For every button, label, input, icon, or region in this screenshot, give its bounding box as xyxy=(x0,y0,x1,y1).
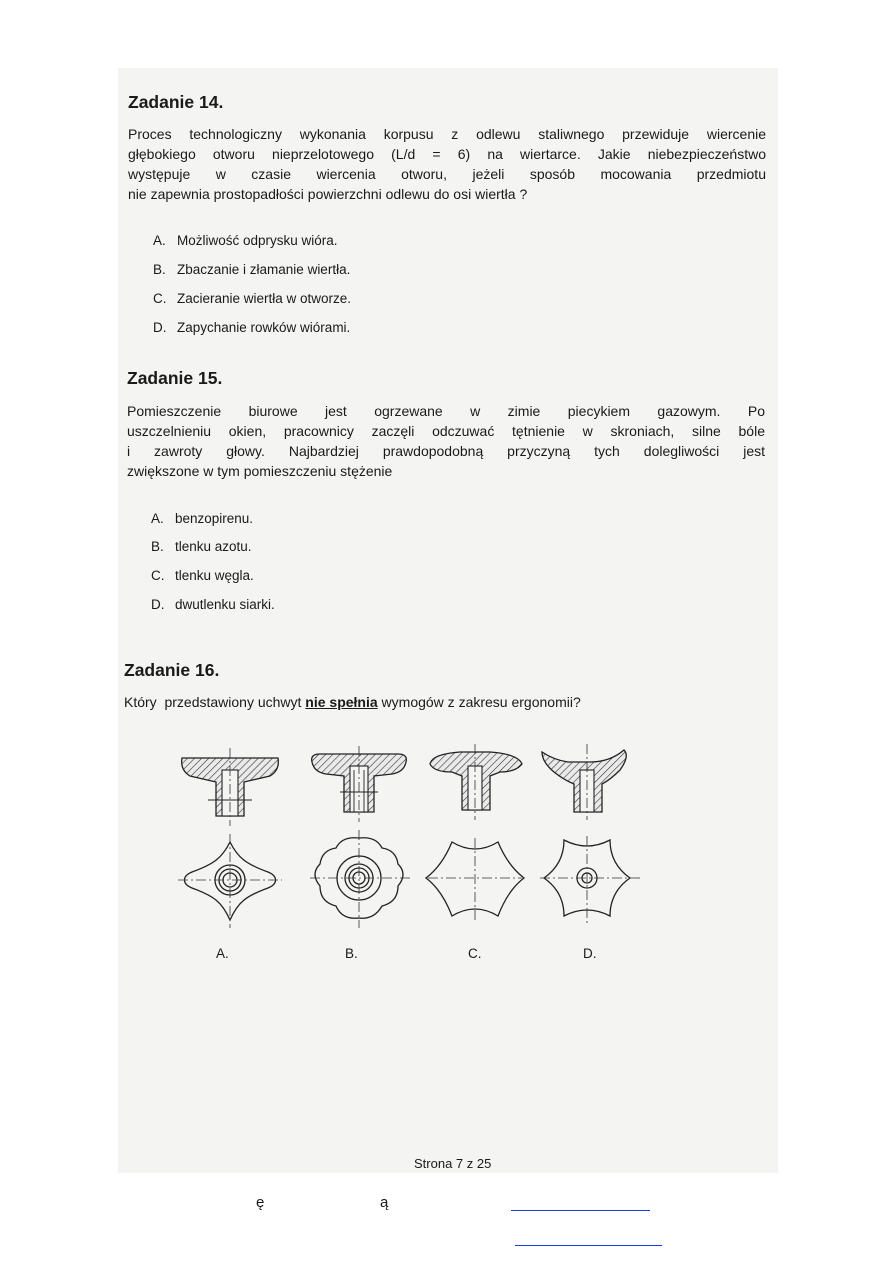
task-15-line: zwiększone w tym pomieszczeniu stężenie xyxy=(127,463,393,479)
task-15-heading: Zadanie 15. xyxy=(127,368,223,388)
task-14-line: głębokiego otworu nieprzelotowego (L/d = 6) na wiertarce. Jakie niebezpieczeństwo xyxy=(128,146,766,162)
knob-d-section xyxy=(542,744,626,820)
task-16-heading: Zadanie 16. xyxy=(124,660,220,680)
figure-label-c: C. xyxy=(468,946,482,961)
task-15-line: uszczelnieniu okien, pracownicy zaczęli odczuwać tętnienie w skroniach, silne bóle xyxy=(127,423,765,439)
task-15-option-a[interactable]: A. benzopirenu. xyxy=(151,511,254,526)
knob-c-top-view xyxy=(426,838,524,922)
task-15-option-b[interactable]: B. tlenku azotu. xyxy=(151,539,252,554)
task-14-line: występuje w czasie wiercenia otworu, jeżeli sposób mocowania przedmiotu xyxy=(128,166,766,182)
knobs-figure xyxy=(170,740,660,940)
task-15-question xyxy=(127,401,765,481)
knob-c-section xyxy=(430,744,522,820)
task-14-heading: Zadanie 14. xyxy=(128,92,224,112)
task-14-option-c[interactable]: C. Zacieranie wiertła w otworze. xyxy=(153,291,352,306)
knob-a-section xyxy=(182,748,279,826)
knob-b-section xyxy=(312,746,407,822)
diacritic-e: ę xyxy=(256,1194,265,1211)
task-15-option-d[interactable]: D. dwutlenku siarki. xyxy=(151,597,275,612)
task-14-line: nie zapewnia prostopadłości powierzchni odlewu do osi wiertła ? xyxy=(128,186,528,202)
link-underline[interactable] xyxy=(515,1245,662,1246)
task-16-question: Który przedstawiony uchwyt nie spełnia wymogów z zakresu ergonomii? xyxy=(124,694,581,710)
task-15-line: i zawroty głowy. Najbardziej prawdopodobną przyczyną tych dolegliwości jest xyxy=(127,443,765,459)
figure-label-d: D. xyxy=(583,946,597,961)
diacritic-a: ą xyxy=(380,1194,389,1211)
knob-d-top-view xyxy=(540,836,640,924)
link-underline[interactable] xyxy=(511,1210,650,1211)
task-14-line: Proces technologiczny wykonania korpusu z odlewu staliwnego przewiduje wiercenie xyxy=(128,126,766,142)
figure-label-a: A. xyxy=(216,946,229,961)
task-14-option-d[interactable]: D. Zapychanie rowków wiórami. xyxy=(153,320,351,335)
task-15-line: Pomieszczenie biurowe jest ogrzewane w zimie piecykiem gazowym. Po xyxy=(127,403,765,419)
task-14-option-b[interactable]: B. Zbaczanie i złamanie wiertła. xyxy=(153,262,351,277)
page-number: Strona 7 z 25 xyxy=(414,1156,492,1171)
knob-a-top-view xyxy=(178,834,282,928)
figure-label-b: B. xyxy=(345,946,358,961)
knob-b-top-view xyxy=(310,830,410,928)
question-emphasis: nie spełnia xyxy=(305,694,378,710)
task-15-option-c[interactable]: C. tlenku węgla. xyxy=(151,568,254,583)
task-14-question xyxy=(128,124,766,204)
task-14-option-a[interactable]: A. Możliwość odprysku wióra. xyxy=(153,233,338,248)
